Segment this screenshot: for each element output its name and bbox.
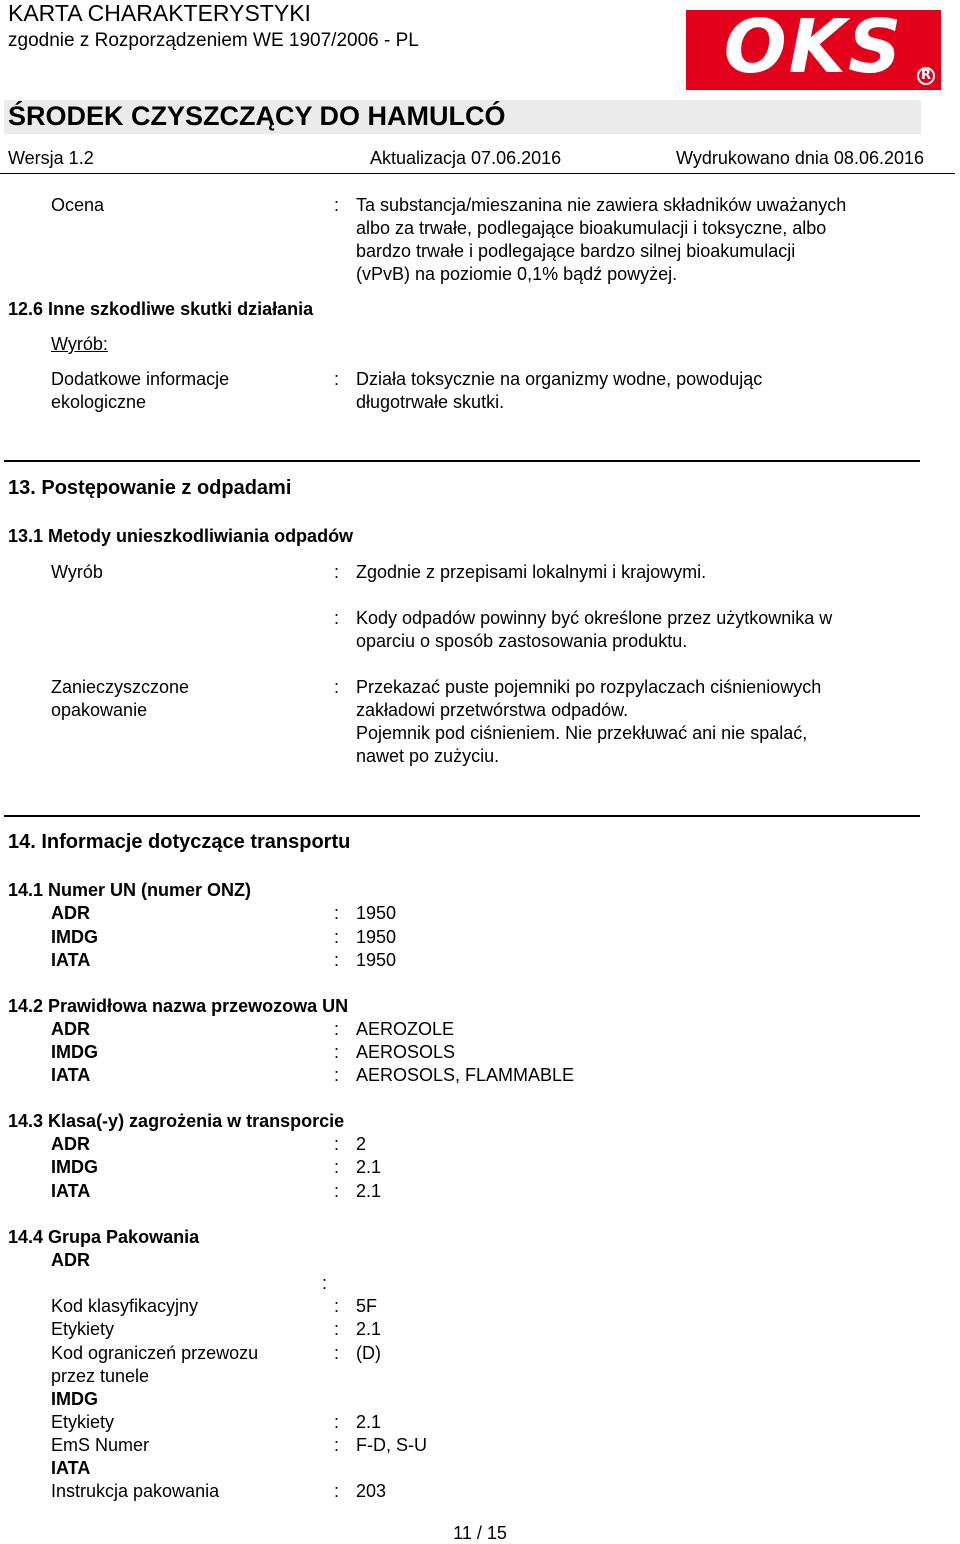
mode-label: IATA (51, 1065, 91, 1085)
zanieczyszczone-value: Pojemnik pod ciśnieniem. Nie przekłuwać ani nie spalać, (356, 723, 808, 743)
ocena-line: Ta substancja/mieszanina nie zawiera składników uważanych (356, 195, 847, 215)
colon: : (334, 369, 340, 389)
colon: : (334, 1343, 340, 1363)
colon: : (322, 1273, 328, 1293)
mode-label: IMDG (51, 1389, 98, 1409)
colon: : (334, 562, 340, 582)
hazard-class: 2.1 (356, 1181, 382, 1201)
subsection-14-2-title: 14.2 Prawidłowa nazwa przewozowa UN (8, 996, 349, 1016)
un-number: 1950 (356, 927, 397, 947)
kod-klasyfikacyjny-label: Kod klasyfikacyjny (51, 1296, 199, 1316)
colon: : (334, 1296, 340, 1316)
logo-text: OKS (723, 4, 904, 90)
colon: : (334, 1435, 340, 1455)
dodatkowe-value: długotrwałe skutki. (356, 392, 505, 412)
colon: : (334, 1481, 340, 1501)
wyrob-value: Zgodnie z przepisami lokalnymi i krajowymi. (356, 562, 707, 582)
mode-label: IMDG (51, 1042, 98, 1062)
ocena-label: Ocena (51, 195, 105, 215)
shipping-name: AEROSOLS (356, 1042, 456, 1062)
instrukcja-label: Instrukcja pakowania (51, 1481, 220, 1501)
colon: : (334, 1042, 340, 1062)
subsection-14-4-title: 14.4 Grupa Pakowania (8, 1227, 200, 1247)
etykiety-label: Etykiety (51, 1319, 115, 1339)
mode-label: IMDG (51, 1157, 98, 1177)
ems-label: EmS Numer (51, 1435, 150, 1455)
subsection-14-3-title: 14.3 Klasa(-y) zagrożenia w transporcie (8, 1111, 345, 1131)
section-13-title: 13. Postępowanie z odpadami (8, 477, 292, 499)
zanieczyszczone-label: opakowanie (51, 700, 148, 720)
version: Wersja 1.2 (8, 148, 94, 168)
mode-label: IATA (51, 1181, 91, 1201)
mode-label: IMDG (51, 927, 98, 947)
mode-label: ADR (51, 1134, 90, 1154)
ocena-line: bardzo trwałe i podlegające bardzo silnej bioakumulacji (356, 241, 796, 261)
colon: : (334, 1319, 340, 1339)
wyrob-heading: Wyrób: (51, 334, 108, 354)
un-number: 1950 (356, 950, 397, 970)
registered-mark-icon: R (917, 67, 935, 85)
colon: : (334, 927, 340, 947)
section-divider (4, 815, 920, 817)
shipping-name: AEROSOLS, FLAMMABLE (356, 1065, 575, 1085)
colon: : (334, 677, 340, 697)
zanieczyszczone-value: zakładowi przetwórstwa odpadów. (356, 700, 629, 720)
ocena-line: (vPvB) na poziomie 0,1% bądź powyżej. (356, 264, 678, 284)
kod-ograniczen-value: (D) (356, 1343, 381, 1363)
ems-value: F-D, S-U (356, 1435, 427, 1455)
colon: : (334, 1412, 340, 1432)
oks-logo (686, 4, 941, 90)
mode-label: ADR (51, 1250, 90, 1270)
mode-label: ADR (51, 903, 90, 923)
mode-label: IATA (51, 1458, 91, 1478)
etykiety-label: Etykiety (51, 1412, 115, 1432)
colon: : (334, 1019, 340, 1039)
kod-klasyfikacyjny-value: 5F (356, 1296, 378, 1316)
dodatkowe-label: ekologiczne (51, 392, 147, 412)
update-date: Aktualizacja 07.06.2016 (370, 148, 562, 168)
instrukcja-value: 203 (356, 1481, 387, 1501)
kody-value: Kody odpadów powinny być określone przez użytkownika w (356, 608, 833, 628)
header-divider (0, 173, 955, 174)
zanieczyszczone-value: Przekazać puste pojemniki po rozpylaczach ciśnieniowych (356, 677, 822, 697)
colon: : (334, 1157, 340, 1177)
page-number: 11 / 15 (453, 1523, 507, 1543)
colon: : (334, 608, 340, 628)
colon: : (334, 1134, 340, 1154)
section-14-title: 14. Informacje dotyczące transportu (8, 831, 351, 853)
colon: : (334, 195, 340, 215)
etykiety-value: 2.1 (356, 1412, 382, 1432)
hazard-class: 2.1 (356, 1157, 382, 1177)
subsection-14-1-title: 14.1 Numer UN (numer ONZ) (8, 880, 252, 900)
dodatkowe-value: Działa toksycznie na organizmy wodne, powodując (356, 369, 763, 389)
document-regulation: zgodnie z Rozporządzeniem WE 1907/2006 - PL (8, 30, 419, 51)
ocena-line: albo za trwałe, podlegające bioakumulacji i toksyczne, albo (356, 218, 827, 238)
colon: : (334, 1181, 340, 1201)
colon: : (334, 1065, 340, 1085)
product-name: ŚRODEK CZYSZCZĄCY DO HAMULCÓ (8, 101, 506, 131)
subsection-13-1-title: 13.1 Metody unieszkodliwiania odpadów (8, 526, 354, 546)
kody-value: oparciu o sposób zastosowania produktu. (356, 631, 688, 651)
mode-label: IATA (51, 950, 91, 970)
un-number: 1950 (356, 903, 397, 923)
colon: : (334, 950, 340, 970)
zanieczyszczone-value: nawet po zużyciu. (356, 746, 500, 766)
section-divider (4, 460, 920, 462)
document-title: KARTA CHARAKTERYSTYKI (8, 0, 311, 26)
wyrob-label: Wyrób (51, 562, 103, 582)
dodatkowe-label: Dodatkowe informacje (51, 369, 230, 389)
shipping-name: AEROZOLE (356, 1019, 455, 1039)
print-date: Wydrukowano dnia 08.06.2016 (676, 148, 925, 168)
kod-ograniczen-label: Kod ograniczeń przewozu (51, 1343, 259, 1363)
hazard-class: 2 (356, 1134, 367, 1154)
mode-label: ADR (51, 1019, 90, 1039)
kod-ograniczen-label: przez tunele (51, 1366, 150, 1386)
etykiety-value: 2.1 (356, 1319, 382, 1339)
colon: : (334, 903, 340, 923)
zanieczyszczone-label: Zanieczyszczone (51, 677, 190, 697)
subsection-12-6-title: 12.6 Inne szkodliwe skutki działania (8, 299, 314, 319)
